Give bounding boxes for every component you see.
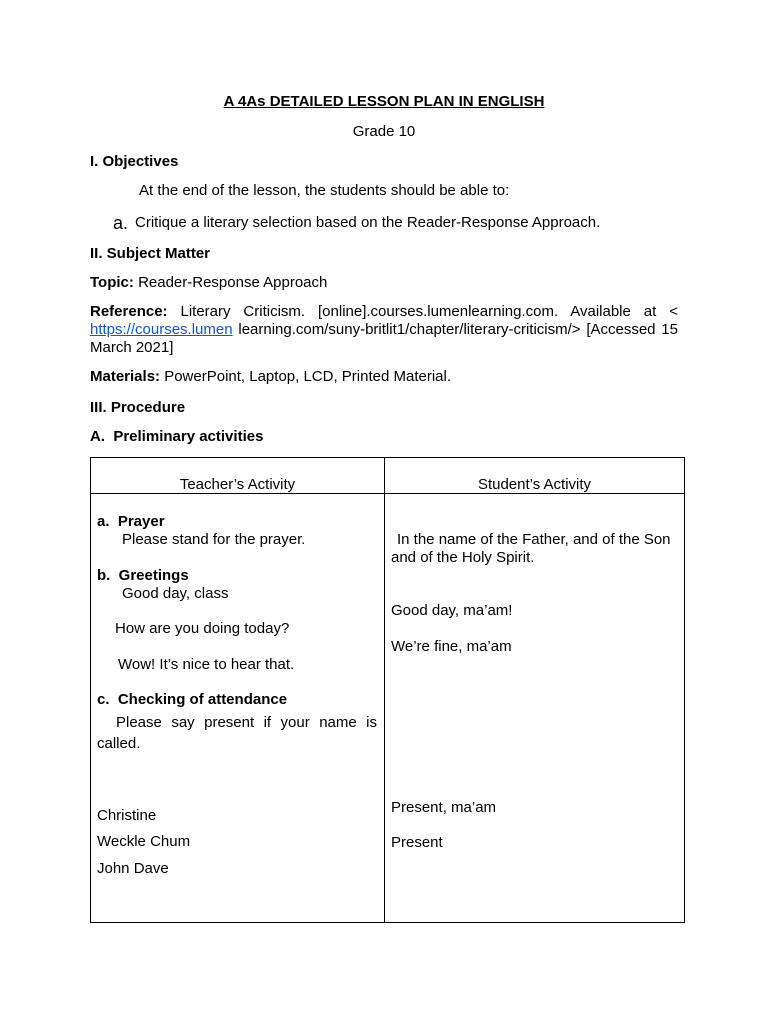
reference-paragraph — [90, 303, 678, 357]
greeting-line-2: How are you doing today? — [115, 620, 290, 637]
teacher-activity-cell — [91, 494, 385, 923]
attendance-response-1: Present, ma’am — [391, 799, 497, 816]
topic-label: Topic: — [90, 274, 134, 291]
reference-label: Reference: — [90, 303, 168, 320]
grade-level: Grade 10 — [352, 123, 416, 140]
student-name-2: Weckle Chum — [97, 833, 191, 850]
materials-value: PowerPoint, Laptop, LCD, Printed Material. — [164, 368, 452, 385]
table-header-row — [91, 458, 685, 494]
materials-line — [90, 368, 451, 385]
student-activity-cell — [385, 494, 685, 923]
objective-item: Critique a literary selection based on the Reader-Response Approach. — [135, 214, 601, 231]
reference-text-end: learning.com/suny-britlit1/chapter/literary-criticism/> [Accessed 15 March 2021] — [90, 321, 678, 356]
prayer-heading: a. Prayer — [97, 513, 165, 530]
topic-value: Reader-Response Approach — [138, 274, 328, 291]
activity-table — [90, 457, 685, 923]
preliminary-activities-heading: A. Preliminary activities — [90, 428, 264, 445]
attendance-response-2: Present — [391, 834, 443, 851]
objectives-intro: At the end of the lesson, the students should be able to: — [139, 182, 510, 199]
greeting-response-2: We’re fine, ma’am — [391, 638, 512, 655]
materials-label: Materials: — [90, 368, 161, 385]
table-body-row — [91, 494, 685, 923]
subject-matter-heading: II. Subject Matter — [90, 245, 211, 262]
topic-line — [90, 274, 327, 291]
student-activity-header-label: Student’s Activity — [477, 476, 592, 493]
prayer-line: Please stand for the prayer. — [122, 531, 306, 548]
student-name-3: John Dave — [97, 860, 169, 877]
greeting-line-3: Wow! It’s nice to hear that. — [118, 656, 295, 673]
attendance-instruction: Please say present if your name is called. — [97, 714, 377, 752]
greeting-response-1: Good day, ma’am! — [391, 602, 513, 619]
teacher-activity-header-label: Teacher’s Activity — [179, 476, 296, 493]
greetings-heading: b. Greetings — [97, 567, 189, 584]
reference-text-start: Literary Criticism. [online].courses.lumenlearning.com. Available at < — [167, 303, 678, 320]
procedure-heading: III. Procedure — [90, 399, 186, 416]
objectives-heading: I. Objectives — [90, 153, 179, 170]
objective-marker: a. — [113, 213, 129, 233]
attendance-heading: c. Checking of attendance — [97, 691, 288, 708]
prayer-response: In the name of the Father, and of the Son and of the Holy Spirit. — [391, 531, 671, 566]
student-activity-header — [385, 458, 685, 494]
greeting-line-1: Good day, class — [122, 585, 229, 602]
document-title: A 4As DETAILED LESSON PLAN IN ENGLISH — [223, 93, 545, 110]
reference-link[interactable]: https://courses.lumen — [90, 321, 233, 338]
teacher-activity-header — [91, 458, 385, 494]
student-name-1: Christine — [97, 807, 157, 824]
